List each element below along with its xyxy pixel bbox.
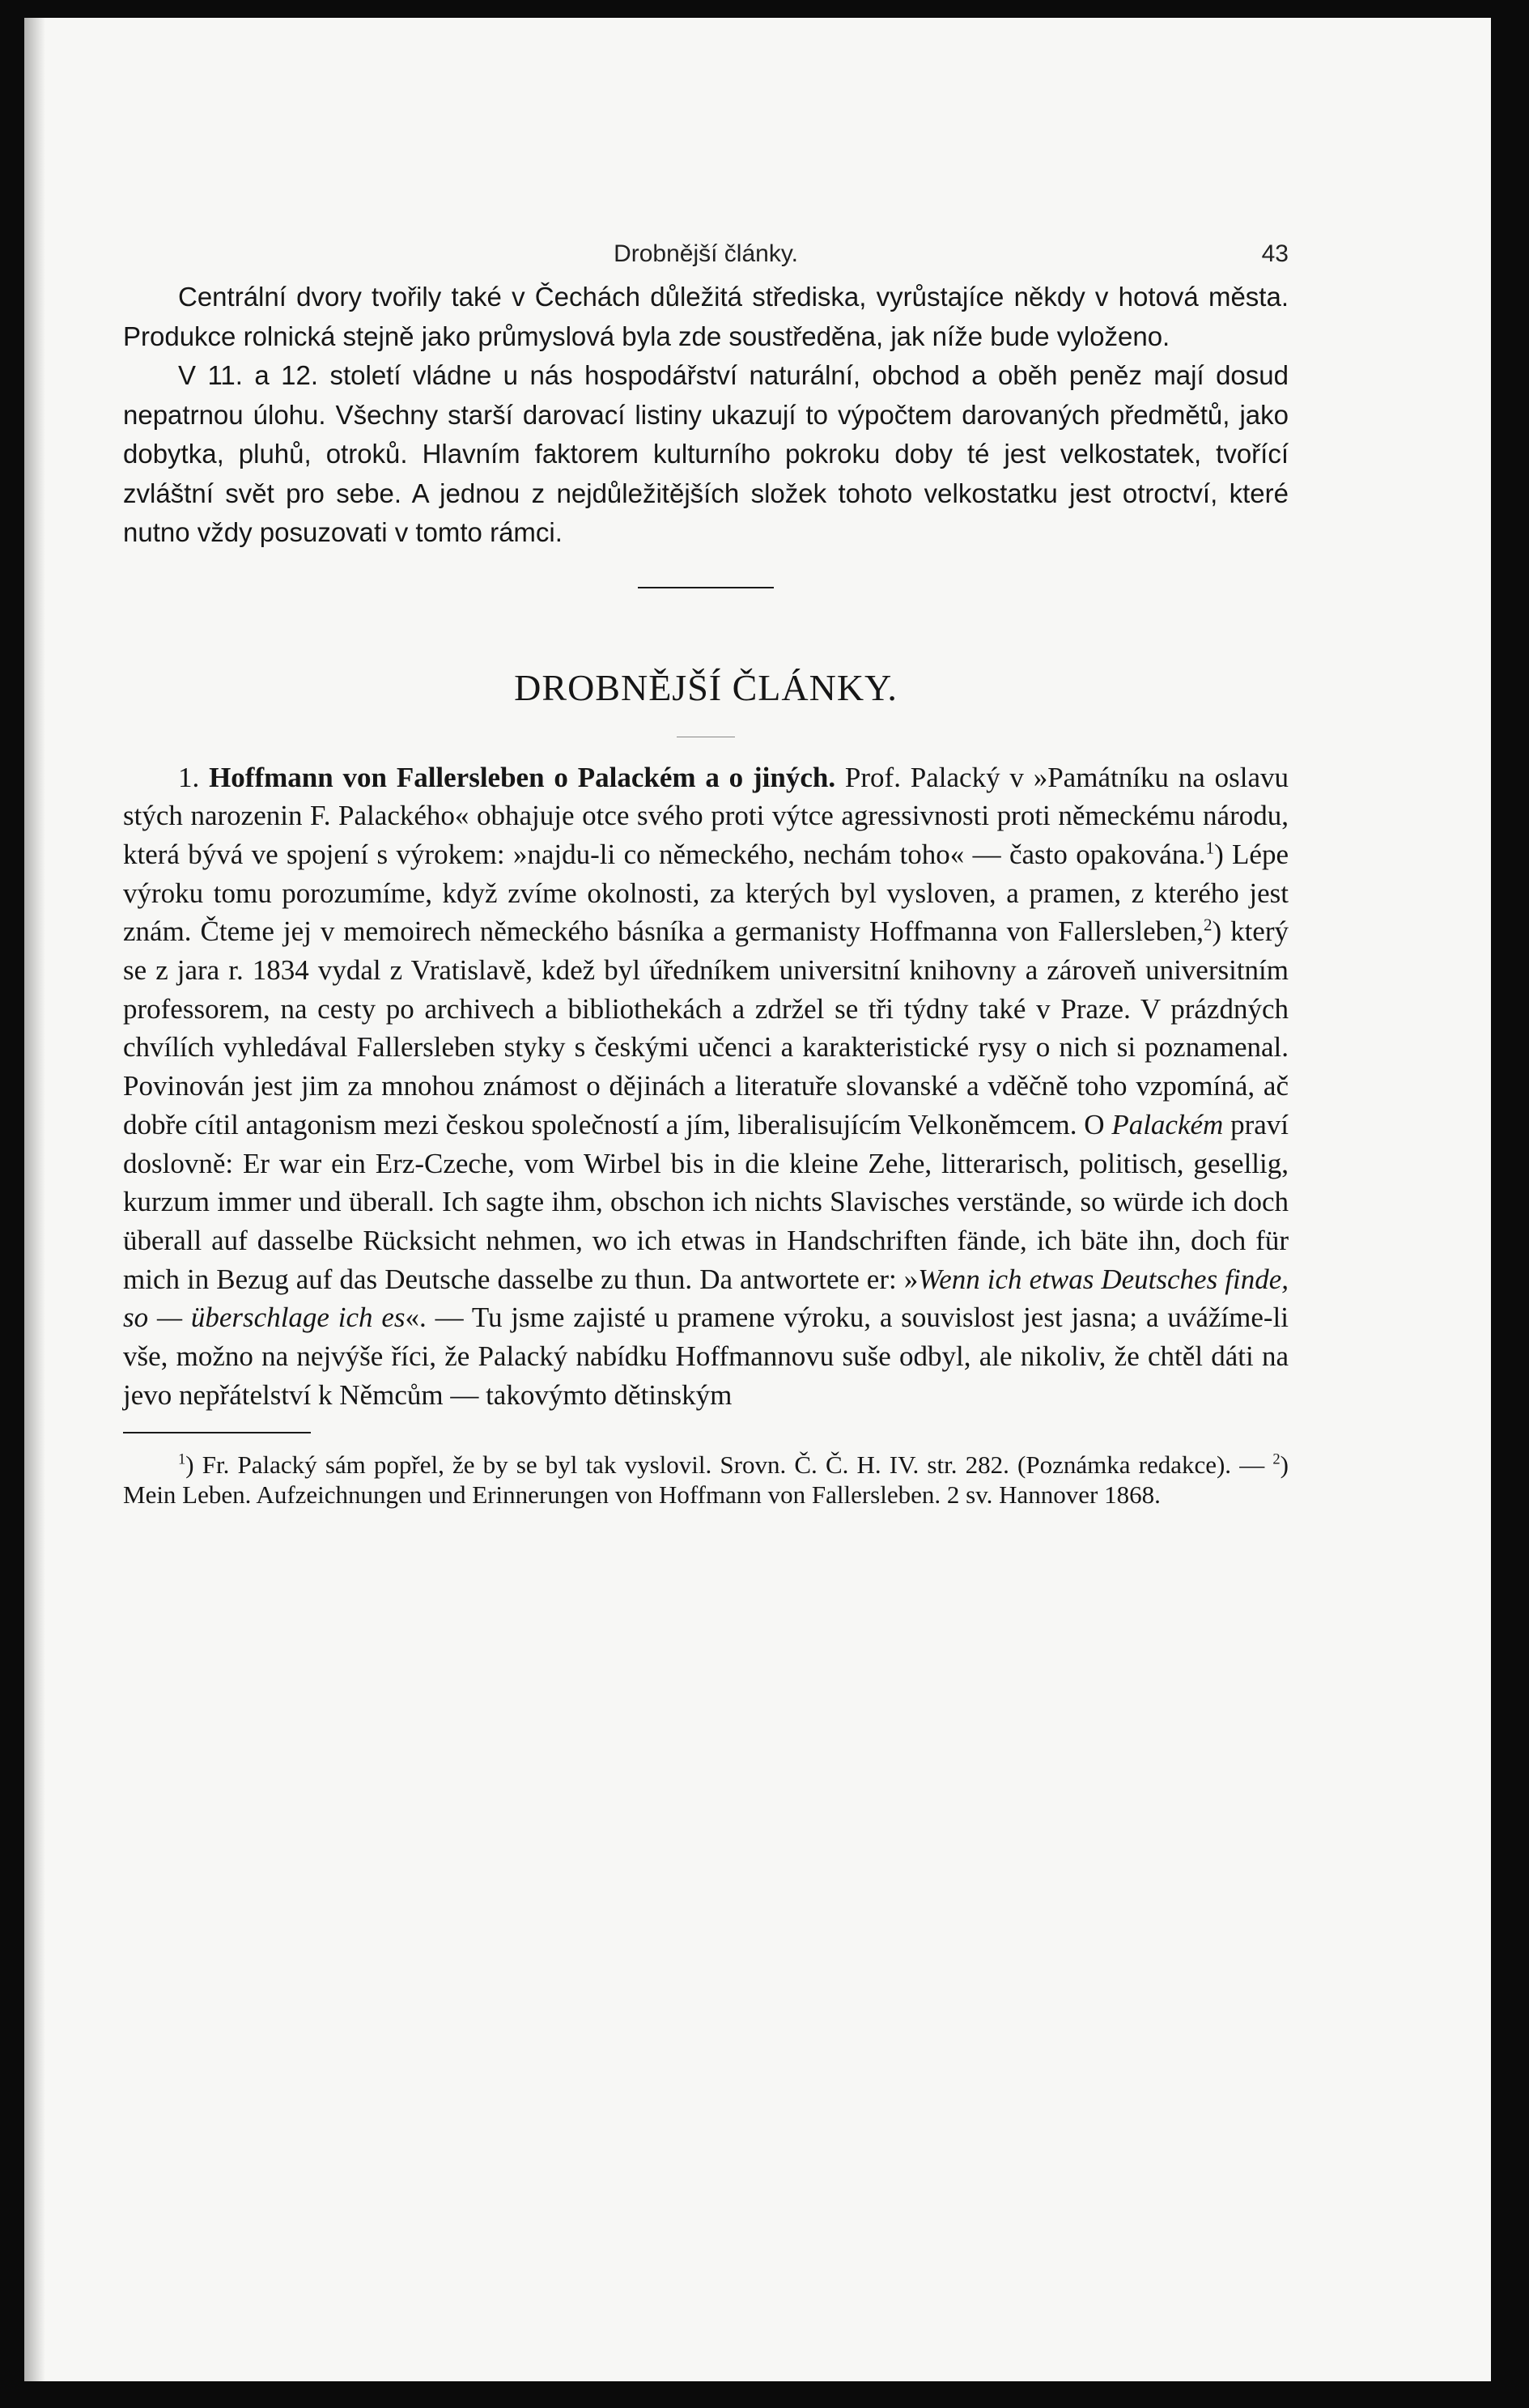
article-text-5: «. — Tu jsme zajisté u pramene výroku, a souvislost jest jasna; a uvážíme-li vše, možno na nejvýše říci, že Palacký nabídku Hoffmannovu suše odbyl, ale nikoliv, že chtěl dáti na jevo nepřátelství k Němcům — takovýmto dětinským [123,1302,1289,1411]
article-text-1: Prof. Palacký v »Památníku na oslavu stých narozenin F. Palackého« obhajuje otce svého proti výtce agressivnosti proti německému národu, která bývá ve spojení s výrokem: »najdu-li co německého, nechám toho« — často opakována. [123,761,1289,870]
intro-paragraph-2: V 11. a 12. století vládne u nás hospodářství naturální, obchod a oběh peněz mají dosud nepatrnou úlohu. Všechny starší darovací listiny ukazují to výpočtem darovaných předmětů, jako dobytka, pluhů, otroků. Hlavním faktorem kulturního pokroku doby té jest velkostatek, tvořící zvláštní svět pro sebe. A jednou z nejdůležitějších složek tohoto velkostatku jest otroctví, které nutno vždy posuzovati v tomto rámci. [123,360,1289,547]
running-head [123,240,1289,278]
page-number: 43 [1261,240,1289,267]
footnote-rule [123,1432,311,1433]
section-divider [638,587,774,588]
footnote-marker-2: 2 [1272,1451,1281,1469]
page-content [123,240,1289,1510]
article-text-4: praví doslovně: Er war ein Erz-Czeche, vom Wirbel bis in die kleine Zehe, litterarisch, politisch, gesellig, kurzum immer und überall. Ich sagte ihm, obschon ich nichts Slavisches verstände, so würde ich doch überall auf dasselbe Rücksicht nehmen, wo ich etwas in Handschriften fände, ich bäte ihn, doch für mich in Bezug auf das Deutsche dasselbe zu thun. Da antwortete er: » [123,1108,1289,1295]
binding-shadow [24,18,45,2381]
footnote-reference-2: 2 [1203,915,1213,935]
intro-paragraph-1: Centrální dvory tvořily také v Čechách důležitá střediska, vyrůstajíce někdy v hotová města. Produkce rolnická stejně jako průmyslová byla zde soustředěna, jak níže bude vyloženo. [123,282,1289,351]
footnotes [123,1450,1289,1510]
article-text-3: ) který se z jara r. 1834 vydal z Vratislavě, kdež byl úředníkem universitní knihovny a zároveň universitním professorem, na cesty po archivech a bibliothekách a zdržel se tři týdny také v Praze. V prázdných chvílích vyhledával Fallersleben styky s českými učenci a karakteristické rysy o nich si poznamenal. Povinován jest jim za mnohou známost o dějinách a literatuře slovanské a vděčně toho vzpomíná, ač dobře cítil antagonism mezi českou společností a jím, liberalisujícím Velkoněmcem. O [123,915,1289,1140]
book-page [24,18,1491,2381]
article-paragraph [123,758,1289,1415]
section-heading: DROBNĚJŠÍ ČLÁNKY. [514,666,898,708]
italic-name: Palackém [1111,1108,1224,1140]
article-number: 1. [178,761,200,793]
article-text-2: ) Lépe výroku tomu porozumíme, když zvíme okolnosti, za kterých byl vysloven, a pramen, z kterého jest znám. Čteme jej v memoirech německého básníka a germanisty Hoffmanna von Fallersleben, [123,838,1289,948]
footnote-reference-1: 1 [1205,838,1215,858]
footnote-text-2: ) Mein Leben. Aufzeichnungen und Erinnerungen von Hoffmann von Fallersleben. 2 sv. Hannover 1868. [123,1450,1289,1510]
article-title: Hoffmann von Fallersleben o Palackém a o jiných. [209,761,836,793]
footnote-text-1: ) Fr. Palacký sám popřel, že by se byl tak vyslovil. Srovn. Č. Č. H. IV. str. 282. (Poznámka redakce). — [185,1450,1273,1480]
footnote-marker-1: 1 [178,1451,186,1469]
italic-quote: Wenn ich etwas Deutsches finde, so — überschlage ich es [123,1263,1289,1334]
running-head-title: Drobnější články. [614,240,798,267]
